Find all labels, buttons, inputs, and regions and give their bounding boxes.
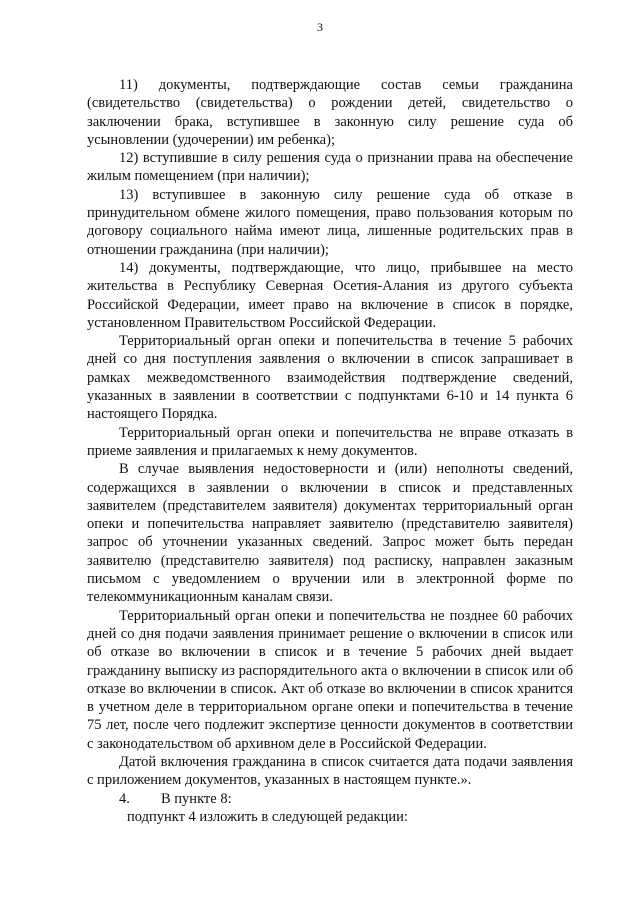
paragraph-inclusion-date: Датой включения гражданина в список считается дата подачи заявления с приложением документов, указанных в настоящем пункте.». — [87, 753, 573, 789]
paragraph-decision-deadline: Территориальный орган опеки и попечительства не позднее 60 рабочих дней со дня подачи заявления принимает решение о включении в список или об отказе во включении в список и в течение 5 рабочих дней выдает гражданину выписку из распорядительного акта о включении в список или об отказе во включении в список. Акт об отказе во включении в список хранится в учетном деле в территориальном органе опеки и попечительства в течение 75 лет, после чего подлежит экспертизе ценности документов в соответствии с законодательством об архивном деле в Российской Федерации. — [87, 607, 573, 752]
paragraph-interagency-request: Территориальный орган опеки и попечительства в течение 5 рабочих дней со дня поступления заявления о включении в список запрашивает в рамках межведомственного взаимодействия подтверждение сведений, указанных в заявлении в соответствии с подпунктами 6-10 и 14 пункта 6 настоящего Порядка. — [87, 333, 573, 423]
paragraph-no-refusal: Территориальный орган опеки и попечительства не вправе отказать в приеме заявления и прилагаемых к нему документов. — [87, 424, 573, 459]
paragraph-subitem-14: 14) документы, подтверждающие, что лицо, прибывшее на место жительства в Республику Северная Осетия-Алания из другого субъекта Российской Федерации, имеет право на включение в список в порядке, установленном Правительством Российской Федерации. — [87, 259, 573, 331]
document-body — [87, 76, 573, 826]
paragraph-subitem-12: 12) вступившие в силу решения суда о признании права на обеспечение жилым помещением (при наличии); — [87, 150, 573, 185]
item-heading — [87, 790, 573, 808]
paragraph-subitem-13: 13) вступившее в законную силу решение суда об отказе в принудительном обмене жилого помещения, право пользования которым по договору социального найма имеют лица, лишенные родительских прав в отношении гражданина (при наличии); — [87, 186, 573, 258]
paragraph-subitem-11: 11) документы, подтверждающие состав семьи гражданина (свидетельство (свидетельства) о рождении детей, свидетельство о заключении брака, вступившее в законную силу решение суда об усыновлении (удочерении) им ребенка); — [87, 77, 573, 148]
item-label: В пункте 8: — [161, 790, 232, 807]
item-number: 4. — [119, 790, 130, 807]
page-number: 3 — [317, 20, 323, 34]
subitem-instruction: подпункт 4 изложить в следующей редакции: — [127, 808, 408, 825]
paragraph-clarification-request: В случае выявления недостоверности и (или) неполноты сведений, содержащихся в заявлении о включении в список и представленных заявителем (представителем заявителя) документах территориальный орган опеки и попечительства направляет заявителю (представителю заявителя) запрос об уточнении указанных сведений. Запрос может быть передан заявителю (представителю заявителя) под расписку, направлен заказным письмом с уведомлением о вручении или в электронной форме по телекоммуникационным каналам связи. — [87, 461, 573, 606]
